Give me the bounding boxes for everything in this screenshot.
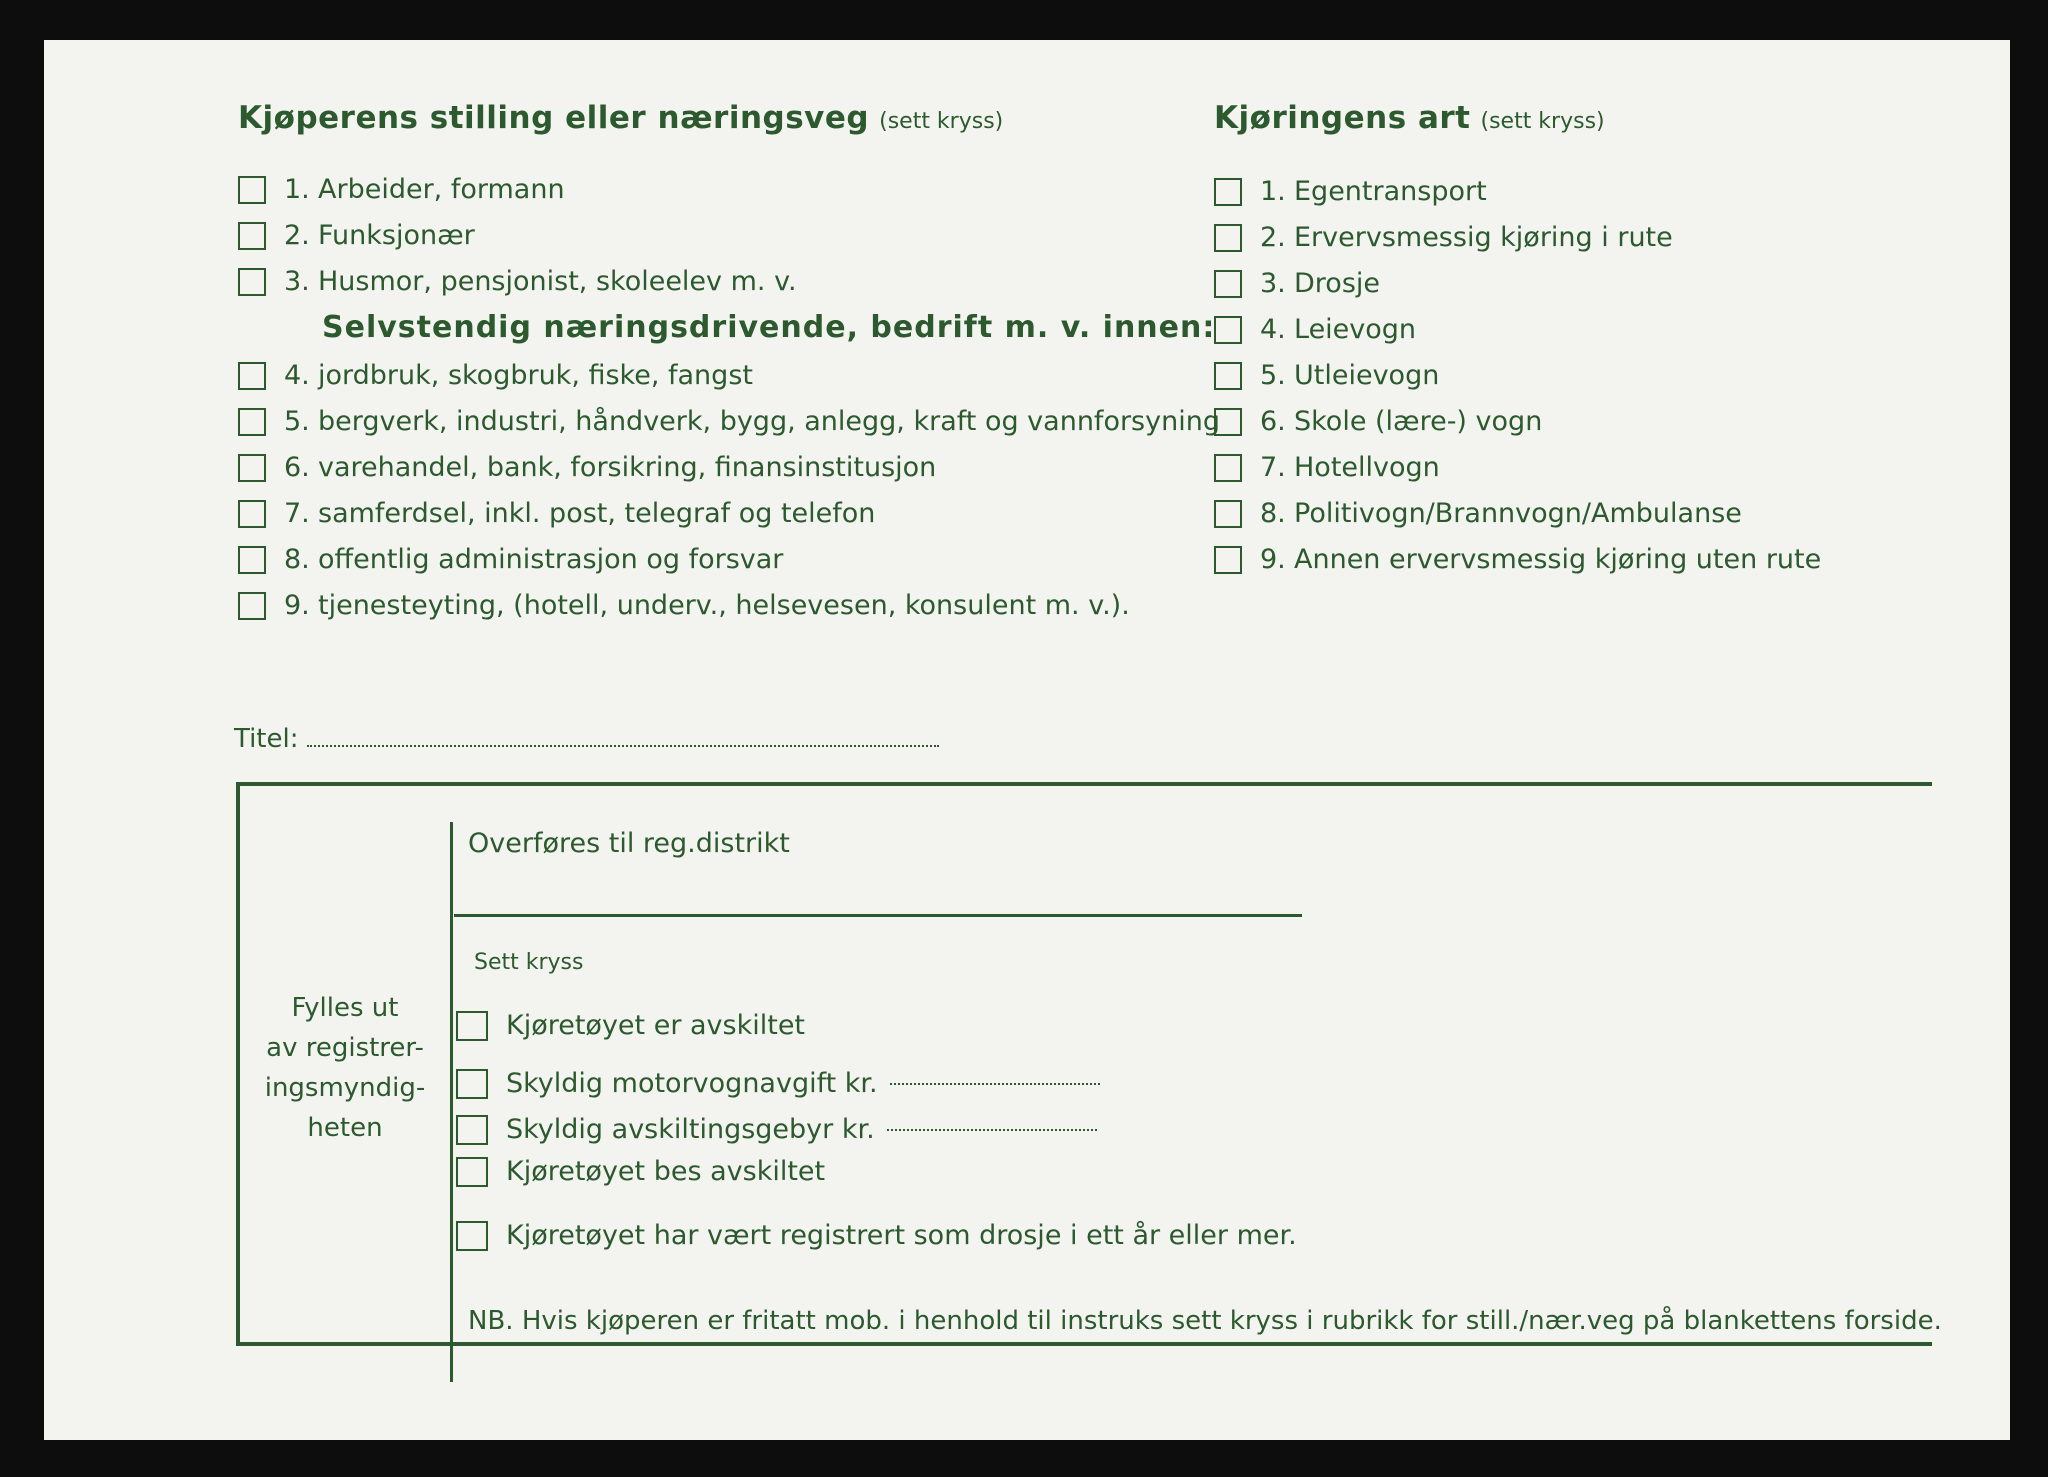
- check-label: Skyldig motorvognavgift kr.: [506, 1068, 878, 1099]
- checkbox[interactable]: [1214, 178, 1242, 206]
- driving-option-2[interactable]: 2. Ervervsmessig kjøring i rute: [1214, 222, 1673, 253]
- driving-option-4[interactable]: 4. Leievogn: [1214, 314, 1416, 345]
- driving-option-6[interactable]: 6. Skole (lære-) vogn: [1214, 406, 1542, 437]
- checkbox[interactable]: [456, 1011, 488, 1041]
- checkbox[interactable]: [238, 454, 266, 482]
- registry-divider: [450, 822, 453, 1382]
- option-label: Hotellvogn: [1294, 452, 1440, 483]
- driving-option-5[interactable]: 5. Utleievogn: [1214, 360, 1439, 391]
- buyer-occupation-title: Kjøperens stilling eller næringsveg: [238, 100, 870, 136]
- registry-check-3[interactable]: [456, 1114, 1097, 1145]
- checkbox[interactable]: [238, 500, 266, 528]
- option-label: samferdsel, inkl. post, telegraf og telefon: [318, 498, 876, 529]
- right-section-title: [1214, 100, 1605, 136]
- registry-check-1[interactable]: [456, 1010, 805, 1041]
- option-label: Utleievogn: [1294, 360, 1440, 391]
- checkbox[interactable]: [238, 222, 266, 250]
- check-label: Kjøretøyet har vært registrert som drosje i ett år eller mer.: [506, 1220, 1297, 1251]
- checkbox[interactable]: [238, 176, 266, 204]
- option-label: varehandel, bank, forsikring, finansinstitusjon: [318, 452, 937, 483]
- occupation-option-2[interactable]: 2. Funksjonær: [238, 220, 475, 251]
- occupation-option-7[interactable]: 7. samferdsel, inkl. post, telegraf og telefon: [238, 498, 875, 529]
- registry-check-5[interactable]: [456, 1220, 1297, 1251]
- checkbox[interactable]: [238, 592, 266, 620]
- checkbox[interactable]: [1214, 408, 1242, 436]
- option-label: jordbruk, skogbruk, fiske, fangst: [318, 360, 753, 391]
- checkbox[interactable]: [238, 268, 266, 296]
- checkbox[interactable]: [1214, 500, 1242, 528]
- nb-note: NB. Hvis kjøperen er fritatt mob. i henhold til instruks sett kryss i rubrikk for still./nær.veg på blankettens forside.: [468, 1306, 1942, 1336]
- checkbox[interactable]: [1214, 454, 1242, 482]
- registry-side-label: Fylles ut av registrer- ingsmyndig- heten: [264, 993, 426, 1143]
- option-label: offentlig administrasjon og forsvar: [318, 544, 784, 575]
- option-label: Leievogn: [1294, 314, 1417, 345]
- transfer-label: Overføres til reg.distrikt: [468, 828, 790, 859]
- registry-frame: [236, 782, 1932, 1346]
- occupation-option-3[interactable]: 3. Husmor, pensjonist, skoleelev m. v.: [238, 266, 797, 297]
- occupation-option-8[interactable]: 8. offentlig administrasjon og forsvar: [238, 544, 783, 575]
- option-label: Husmor, pensjonist, skoleelev m. v.: [318, 266, 797, 297]
- titel-dotted-line[interactable]: [307, 745, 939, 747]
- checkbox[interactable]: [1214, 270, 1242, 298]
- driving-option-3[interactable]: 3. Drosje: [1214, 268, 1380, 299]
- check-label: Kjøretøyet bes avskiltet: [506, 1156, 826, 1187]
- checkbox[interactable]: [1214, 546, 1242, 574]
- occupation-option-9[interactable]: 9. tjenesteyting, (hotell, underv., helsevesen, konsulent m. v.).: [238, 590, 1130, 621]
- option-label: Politivogn/Brannvogn/Ambulanse: [1294, 498, 1742, 529]
- driving-option-7[interactable]: 7. Hotellvogn: [1214, 452, 1440, 483]
- option-label: tjenesteyting, (hotell, underv., helsevesen, konsulent m. v.).: [318, 590, 1130, 621]
- option-label: Drosje: [1294, 268, 1380, 299]
- option-label: bergverk, industri, håndverk, bygg, anlegg, kraft og vannforsyning: [318, 406, 1220, 437]
- titel-field[interactable]: [234, 724, 939, 754]
- checkbox[interactable]: [1214, 362, 1242, 390]
- amount-dotted-line[interactable]: [887, 1129, 1097, 1131]
- checkbox[interactable]: [456, 1157, 488, 1187]
- option-label: Egentransport: [1294, 176, 1487, 207]
- occupation-option-6[interactable]: 6. varehandel, bank, forsikring, finansinstitusjon: [238, 452, 936, 483]
- option-label: Arbeider, formann: [318, 174, 565, 205]
- driving-option-1[interactable]: 1. Egentransport: [1214, 176, 1487, 207]
- checkbox[interactable]: [456, 1221, 488, 1251]
- self-employed-subheading: Selvstendig næringsdrivende, bedrift m. v. innen:: [322, 310, 1216, 345]
- driving-option-8[interactable]: 8. Politivogn/Brannvogn/Ambulanse: [1214, 498, 1742, 529]
- checkbox[interactable]: [456, 1069, 488, 1099]
- checkbox[interactable]: [1214, 224, 1242, 252]
- check-label: Skyldig avskiltingsgebyr kr.: [506, 1114, 875, 1145]
- registry-check-2[interactable]: [456, 1068, 1100, 1099]
- checkbox[interactable]: [238, 546, 266, 574]
- occupation-option-4[interactable]: 4. jordbruk, skogbruk, fiske, fangst: [238, 360, 753, 391]
- titel-label: Titel:: [234, 724, 299, 754]
- checkbox[interactable]: [238, 362, 266, 390]
- amount-dotted-line[interactable]: [890, 1083, 1100, 1085]
- sett-kryss-label: Sett kryss: [474, 950, 584, 975]
- registry-check-4[interactable]: [456, 1156, 825, 1187]
- checkbox[interactable]: [238, 408, 266, 436]
- transfer-input-line[interactable]: [454, 914, 1302, 917]
- checkbox[interactable]: [1214, 316, 1242, 344]
- check-label: Kjøretøyet er avskiltet: [506, 1010, 806, 1041]
- option-label: Annen ervervsmessig kjøring uten rute: [1294, 544, 1822, 575]
- option-label: Funksjonær: [318, 220, 475, 251]
- driving-option-9[interactable]: 9. Annen ervervsmessig kjøring uten rute: [1214, 544, 1821, 575]
- occupation-option-5[interactable]: 5. bergverk, industri, håndverk, bygg, anlegg, kraft og vannforsyning: [238, 406, 1220, 437]
- driving-type-title: Kjøringens art: [1214, 100, 1471, 136]
- option-label: Skole (lære-) vogn: [1294, 406, 1543, 437]
- left-section-title: [238, 100, 1003, 136]
- right-section-note: (sett kryss): [1480, 109, 1605, 134]
- left-section-note: (sett kryss): [879, 109, 1004, 134]
- option-label: Ervervsmessig kjøring i rute: [1294, 222, 1673, 253]
- checkbox[interactable]: [456, 1115, 488, 1145]
- occupation-option-1[interactable]: 1. Arbeider, formann: [238, 174, 565, 205]
